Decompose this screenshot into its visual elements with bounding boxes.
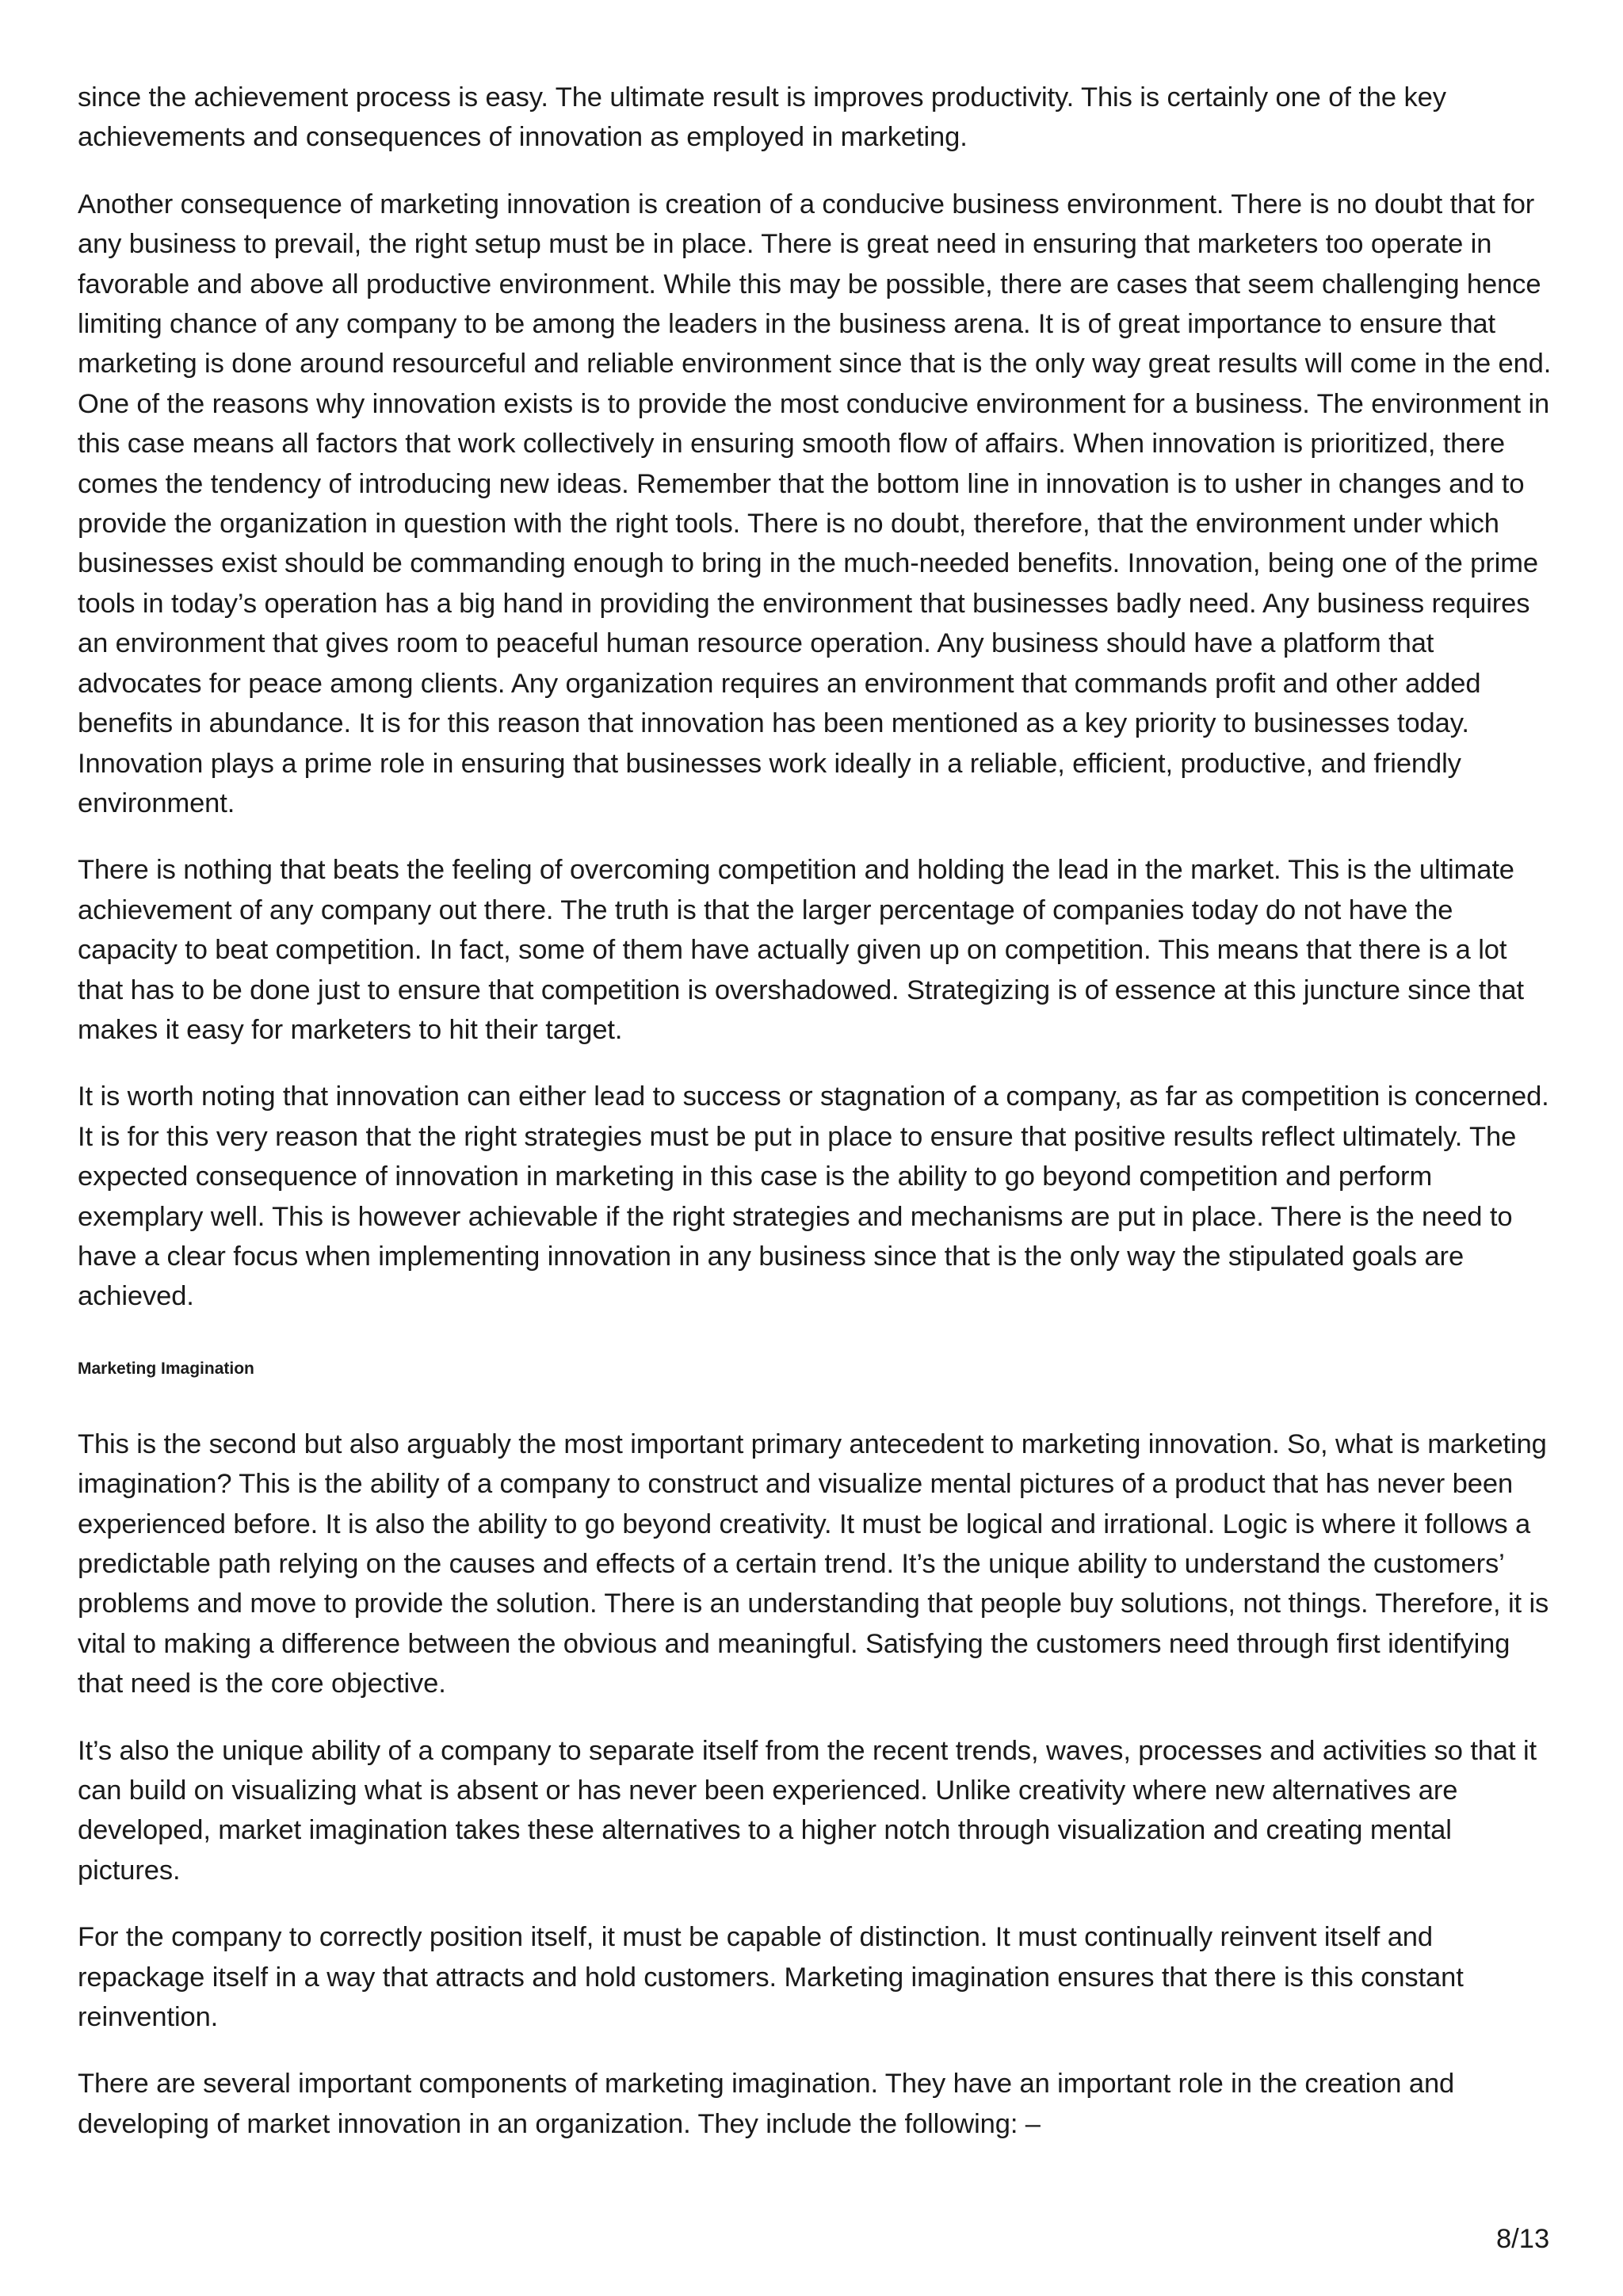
body-paragraph: This is the second but also arguably the most important primary antecedent to marketing innovation. So, what is marketing imagination? This is the ability of a company to construct and visualize mental pictures of a product that has never been experienced before. It is also the ability to go beyond creativity. It must be logical and irrational. Logic is where it follows a predictable path relying on the causes and effects of a certain trend. It’s the unique ability to understand the customers’ problems and move to provide the solution. There is an understanding that people buy solutions, not things. Therefore, it is vital to making a difference between the obvious and meaningful. Satisfying the customers need through first identifying that need is the core objective.: [78, 1428, 1549, 1699]
body-paragraph: since the achievement process is easy. The ultimate result is improves productivity. This is certainly one of the key achievements and consequences of innovation as employed in marketing.: [78, 82, 1446, 153]
body-paragraph: It is worth noting that innovation can either lead to success or stagnation of a company, as far as competition is concerned. It is for this very reason that the right strategies must be put in place to ensure that positive results reflect ultimately. The expected consequence of innovation in marketing in this case is the ability to go beyond competition and perform exemplary well. This is however achievable if the right strategies and mechanisms are put in place. There is the need to have a clear focus when implementing innovation in any business since that is the only way the stipulated goals are achieved.: [78, 1081, 1549, 1312]
body-paragraph: For the company to correctly position itself, it must be capable of distinction. It must continually reinvent itself and repackage itself in a way that attracts and hold customers. Marketing imagination ensures that there is this constant reinvention.: [78, 1922, 1464, 2033]
body-paragraph: It’s also the unique ability of a company to separate itself from the recent trends, waves, processes and activities so that it can build on visualizing what is absent or has never been experienced. Unlike creativity where new alternatives are developed, market imagination takes these alternatives to a higher notch through visualization and creating mental pictures.: [78, 1735, 1537, 1886]
body-paragraph: Another consequence of marketing innovation is creation of a conducive business environment. There is no doubt that for any business to prevail, the right setup must be in place. There is great need in ensuring that marketers too operate in favorable and above all productive environment. While this may be possible, there are cases that seem challenging hence limiting chance of any company to be among the leaders in the business arena. It is of great importance to ensure that marketing is done around resourceful and reliable environment since that is the only way great results will come in the end. One of the reasons why innovation exists is to provide the most conducive environment for a business. The environment in this case means all factors that work collectively in ensuring smooth flow of affairs. When innovation is prioritized, there comes the tendency of introducing new ideas. Remember that the bottom line in innovation is to usher in changes and to provide the organization in question with the right tools. There is no doubt, therefore, that the environment under which businesses exist should be commanding enough to bring in the much-needed benefits. Innovation, being one of the prime tools in today’s operation has a big hand in providing the environment that businesses badly need. Any business requires an environment that gives room to peaceful human resource operation. Any business should have a platform that advocates for peace among clients. Any organization requires an environment that commands profit and other added benefits in abundance. It is for this reason that innovation has been mentioned as a key priority to businesses today. Innovation plays a prime role in ensuring that businesses work ideally in a reliable, efficient, productive, and friendly environment.: [78, 189, 1552, 818]
page-content: [78, 78, 1552, 2171]
page-number: 8/13: [1496, 2224, 1550, 2254]
body-paragraph: There is nothing that beats the feeling of overcoming competition and holding the lead in the market. This is the ultimate achievement of any company out there. The truth is that the larger percentage of companies today do not have the capacity to beat competition. In fact, some of them have actually given up on competition. This means that there is a lot that has to be done just to ensure that competition is overshadowed. Strategizing is of essence at this juncture since that makes it easy for marketers to hit their target.: [78, 855, 1524, 1045]
section-heading: Marketing Imagination: [78, 1359, 254, 1378]
body-paragraph: There are several important components of marketing imagination. They have an important role in the creation and developing of market innovation in an organization. They include the following: –: [78, 2069, 1455, 2139]
